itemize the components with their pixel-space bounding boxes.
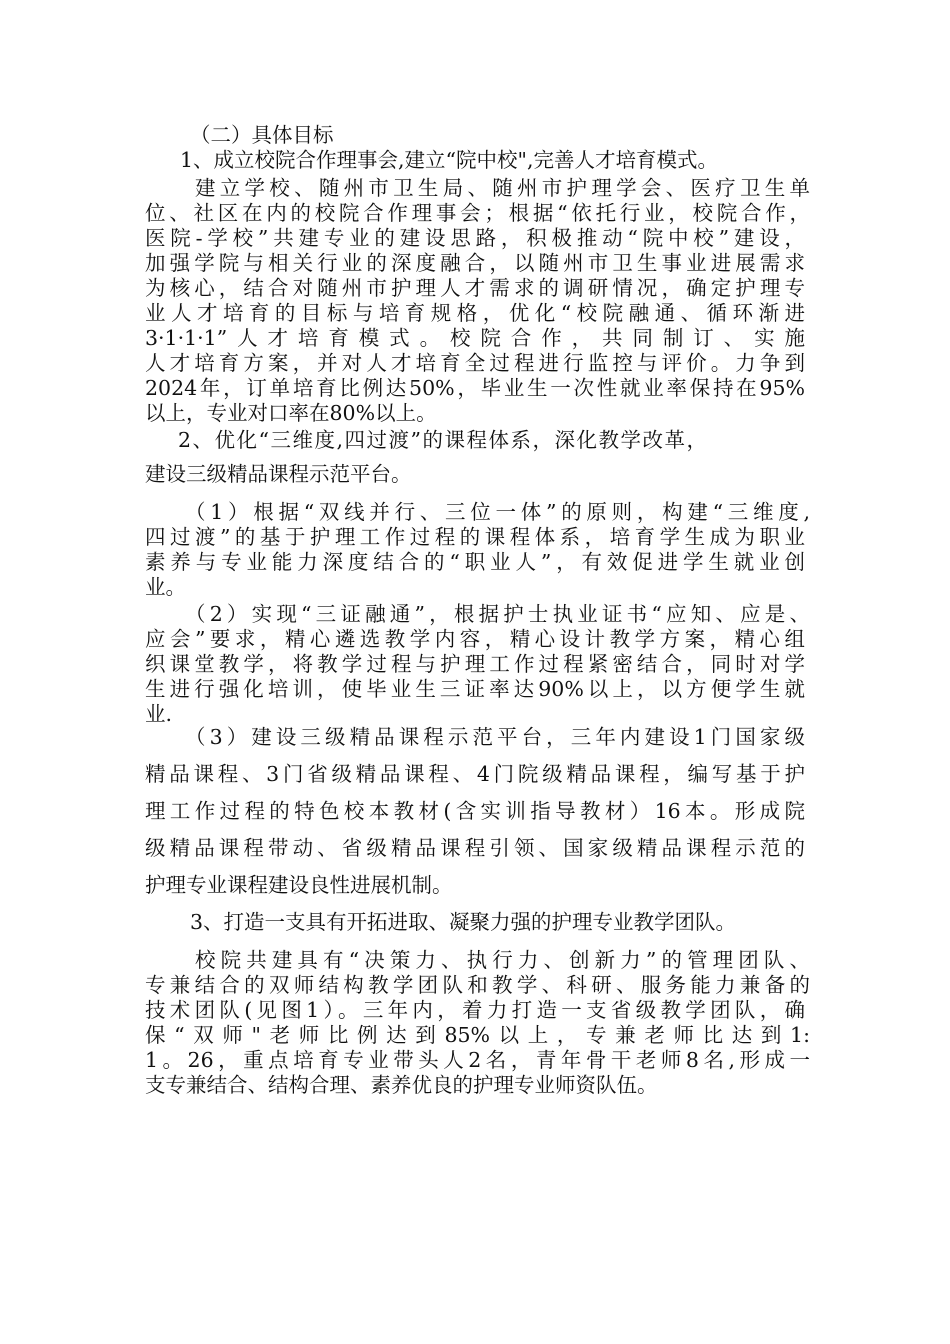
- item1-body-line: 为核心，结合对随州市护理人才需求的调研情况，确定护理专: [145, 276, 805, 300]
- item1-body-line: 位、社区在内的校院合作理事会；根据“依托行业，校院合作，: [145, 201, 810, 225]
- item2-sub3-line: 精品课程、3门省级精品课程、4门院级精品课程，编写基于护: [145, 762, 805, 786]
- item2-sub1-line: （1）根据“双线并行、三位一体”的原则，构建“三维度,: [185, 500, 810, 524]
- item2-sub2-line: （2）实现“三证融通”，根据护士执业证书“应知、应是、: [185, 602, 810, 626]
- item2-sub3-line: 级精品课程带动、省级精品课程引领、国家级精品课程示范的: [145, 836, 805, 860]
- item2-sub2-line: 生进行强化培训，使毕业生三证率达90%以上，以方便学生就: [145, 677, 805, 701]
- item3-heading: 3、打造一支具有开拓进取、凝聚力强的护理专业教学团队。: [190, 910, 737, 934]
- item1-body-line: 3·1·1·1”人才培育模式。校院合作，共同制订、实施: [145, 326, 805, 350]
- item1-heading: 1、成立校院合作理事会,建立“院中校",完善人才培育模式。: [180, 148, 718, 172]
- item1-body-line: 医院-学校”共建专业的建设思路，积极推动“院中校”建设，: [145, 226, 805, 250]
- item2-heading: 建设三级精品课程示范平台。: [145, 462, 412, 486]
- item2-heading: 2、优化“三维度,四过渡”的课程体系，深化教学改革，: [178, 428, 709, 452]
- item3-body-line: 专兼结合的双师结构教学团队和教学、科研、服务能力兼备的: [145, 973, 810, 997]
- item2-sub3-line: 护理专业课程建设良性进展机制。: [145, 873, 453, 897]
- item2-sub1-line: 业。: [145, 575, 186, 599]
- item1-body-line: 人才培育方案，并对人才培育全过程进行监控与评价。力争到: [145, 351, 805, 375]
- item1-body-line: 以上，专业对口率在80%以上。: [145, 401, 437, 425]
- item2-sub2-line: 业.: [145, 702, 173, 726]
- item3-body-line: 技术团队(见图1）。三年内，着力打造一支省级教学团队，确: [145, 998, 805, 1022]
- item3-body-line: 支专兼结合、结构合理、素养优良的护理专业师资队伍。: [145, 1073, 658, 1097]
- item3-body-line: 保“双师"老师比例达到85%以上，专兼老师比达到1:: [145, 1023, 810, 1047]
- item3-body-line: 1。26，重点培育专业带头人2名，青年骨干老师8名,形成一: [145, 1048, 810, 1072]
- item1-body-line: 2024年，订单培育比例达50%，毕业生一次性就业率保持在95%: [145, 376, 805, 400]
- item2-sub3-line: （3）建设三级精品课程示范平台，三年内建设1门国家级: [185, 725, 805, 749]
- item2-sub1-line: 素养与专业能力深度结合的“职业人”，有效促进学生就业创: [145, 550, 805, 574]
- item1-body-line: 加强学院与相关行业的深度融合，以随州市卫生事业进展需求: [145, 251, 805, 275]
- item2-sub3-line: 理工作过程的特色校本教材(含实训指导教材）16本。形成院: [145, 799, 805, 823]
- item2-sub2-line: 应会”要求，精心遴选教学内容，精心设计教学方案，精心组: [145, 627, 805, 651]
- item3-body-line: 校院共建具有“决策力、执行力、创新力”的管理团队、: [195, 948, 810, 972]
- item1-body-line: 业人才培育的目标与培育规格，优化“校院融通、循环渐进: [145, 301, 805, 325]
- item2-sub2-line: 织课堂教学，将教学过程与护理工作过程紧密结合，同时对学: [145, 652, 805, 676]
- item2-sub1-line: 四过渡”的基于护理工作过程的课程体系，培育学生成为职业: [145, 525, 805, 549]
- item1-body-line: 建立学校、随州市卫生局、随州市护理学会、医疗卫生单: [195, 176, 810, 200]
- section-heading: （二）具体目标: [190, 123, 334, 147]
